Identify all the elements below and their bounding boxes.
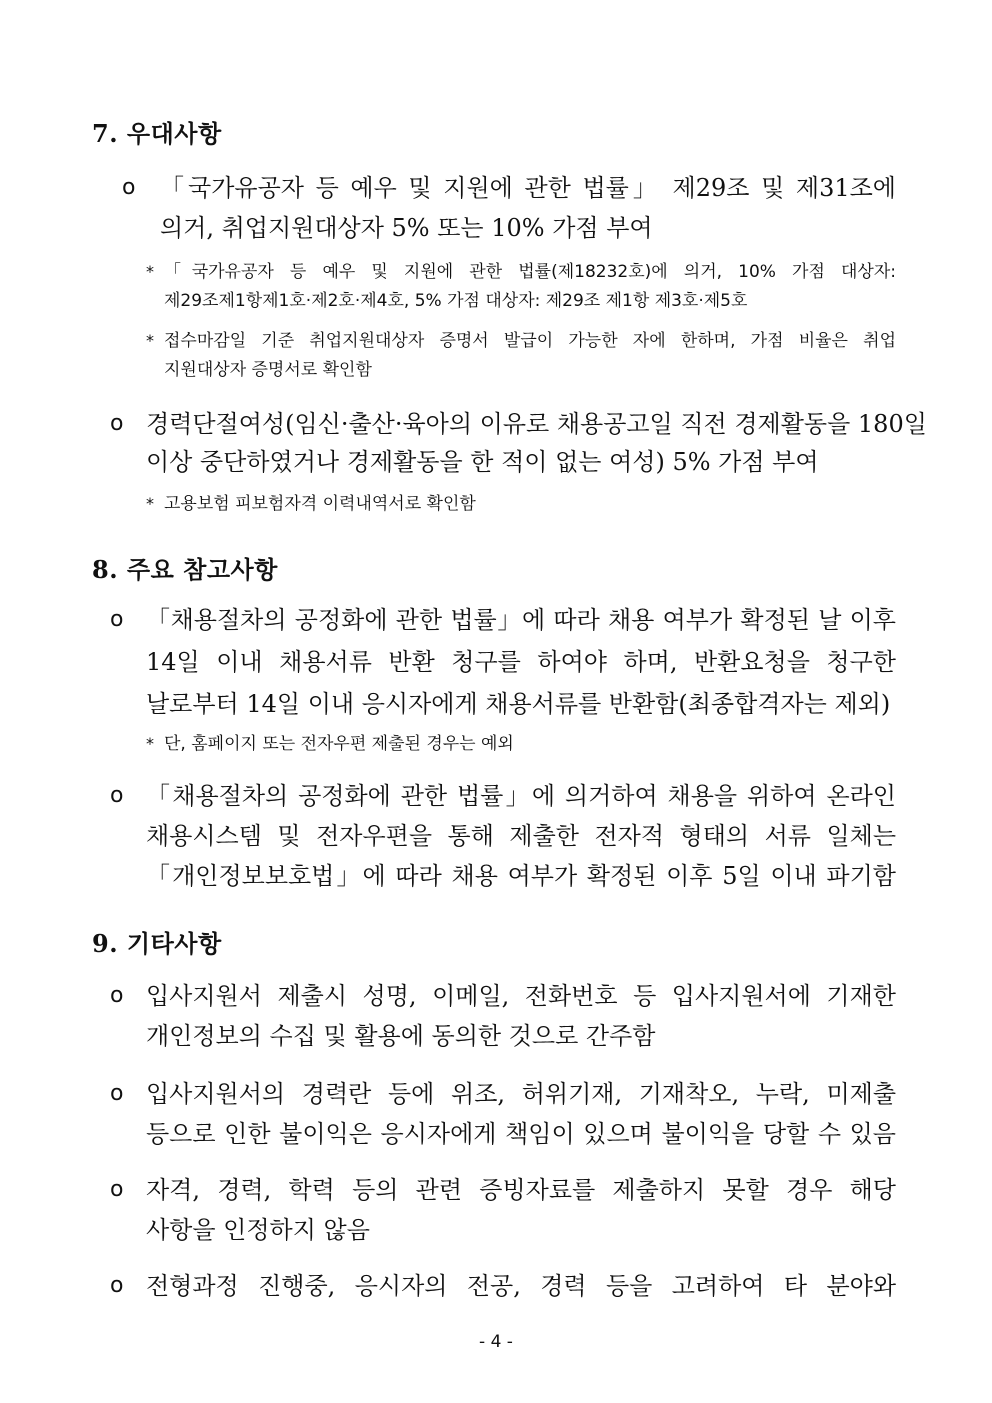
bullet-mark: o (110, 1273, 124, 1298)
note-line: 지원대상자 증명서로 확인함 (164, 360, 372, 380)
note-line: 제29조제1항제1호·제2호·제4호, 5% 가점 대상자: 제29조 제1항 제3호·제5호 (164, 291, 748, 311)
bullet-mark: o (122, 175, 136, 200)
section-heading: 7. 우대사항 (92, 119, 222, 148)
item-line: 입사지원서 제출시 성명, 이메일, 전화번호 등 입사지원서에 기재한 (146, 982, 896, 1010)
bullet-mark: o (110, 1177, 124, 1202)
section-heading: 8. 주요 참고사항 (92, 555, 278, 584)
item-line: 개인정보의 수집 및 활용에 동의한 것으로 간주함 (146, 1022, 656, 1050)
note-mark: * (146, 331, 154, 350)
item-line: 채용시스템 및 전자우편을 통해 제출한 전자적 형태의 서류 일체는 (146, 822, 896, 850)
item-line: 입사지원서의 경력란 등에 위조, 허위기재, 기재착오, 누락, 미제출 (146, 1080, 896, 1108)
item-line: 「채용절차의 공정화에 관한 법률」에 의거하여 채용을 위하여 온라인 (146, 782, 896, 810)
note-mark: * (146, 494, 154, 513)
item-line: 14일 이내 채용서류 반환 청구를 하여야 하며, 반환요청을 청구한 (146, 648, 896, 676)
item-line: 사항을 인정하지 않음 (146, 1216, 370, 1244)
item-line: 등으로 인한 불이익은 응시자에게 책임이 있으며 불이익을 당할 수 있음 (146, 1120, 896, 1148)
item-line: 자격, 경력, 학력 등의 관련 증빙자료를 제출하지 못할 경우 해당 (146, 1176, 896, 1204)
note-line: 「국가유공자 등 예우 및 지원에 관한 법률(제18232호)에 의거, 10% 가점 대상자: (164, 262, 896, 282)
note-line: 접수마감일 기준 취업지원대상자 증명서 발급이 가능한 자에 한하며, 가점 비율은 취업 (164, 331, 896, 351)
bullet-mark: o (110, 1081, 124, 1106)
section-heading: 9. 기타사항 (92, 929, 222, 958)
note-line: 단, 홈페이지 또는 전자우편 제출된 경우는 예외 (164, 734, 514, 754)
item-line: 「채용절차의 공정화에 관한 법률」에 따라 채용 여부가 확정된 날 이후 (146, 606, 896, 634)
bullet-mark: o (110, 411, 124, 436)
note-mark: * (146, 262, 154, 281)
item-line: 날로부터 14일 이내 응시자에게 채용서류를 반환함(최종합격자는 제외) (146, 690, 891, 718)
note-mark: * (146, 734, 154, 753)
item-line: 의거, 취업지원대상자 5% 또는 10% 가점 부여 (160, 214, 653, 242)
bullet-mark: o (110, 783, 124, 808)
bullet-mark: o (110, 983, 124, 1008)
item-line: 경력단절여성(임신·출산·육아의 이유로 채용공고일 직전 경제활동을 180일 (146, 410, 927, 438)
note-line: 고용보험 피보험자격 이력내역서로 확인함 (164, 494, 476, 514)
item-line: 이상 중단하였거나 경제활동을 한 적이 없는 여성) 5% 가점 부여 (146, 448, 819, 476)
item-line: 전형과정 진행중, 응시자의 전공, 경력 등을 고려하여 타 분야와 (146, 1272, 896, 1300)
page-number: - 4 - (479, 1332, 513, 1352)
item-line: 「개인정보보호법」에 따라 채용 여부가 확정된 이후 5일 이내 파기함 (146, 862, 896, 890)
bullet-mark: o (110, 607, 124, 632)
item-line: 「국가유공자 등 예우 및 지원에 관한 법률」 제29조 및 제31조에 (160, 174, 896, 202)
